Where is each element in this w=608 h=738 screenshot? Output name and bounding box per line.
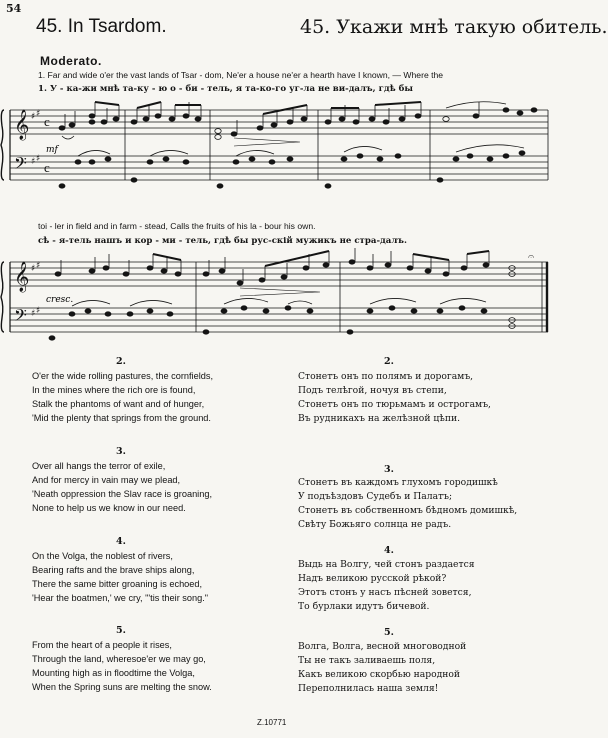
verse-line: None to help us we know in our need. bbox=[32, 503, 186, 513]
verse-line: Свѣту Божьяго солнца не радъ. bbox=[298, 519, 452, 530]
verse-line: There the same bitter groaning is echoed, bbox=[32, 579, 203, 589]
music-system-2 bbox=[0, 248, 554, 350]
verse-line: Over all hangs the terror of exile, bbox=[32, 461, 166, 471]
system1-lyric-english: 1. Far and wide o'er the vast lands of Tsar - dom, Ne'er a house ne'er a hearth have I known, — Where the bbox=[38, 70, 444, 80]
verse-number-ru-2: 2. bbox=[384, 356, 394, 367]
verse-line: 'Mid the plenty that springs from the ground. bbox=[32, 413, 211, 423]
song-title-russian: 45. Укажи мнѣ такую обитель. bbox=[300, 16, 608, 38]
verse-line: У подъѣздовъ Судебъ и Палатъ; bbox=[298, 491, 453, 502]
svg-text:♯: ♯ bbox=[31, 309, 36, 319]
verse-line: And for mercy in vain may we plead, bbox=[32, 475, 181, 485]
treble-clef-icon: 𝄞 bbox=[14, 110, 30, 140]
verse-line: 'Neath oppression the Slav race is groaning, bbox=[32, 489, 212, 499]
verse-line: Надъ великою русской рѣкой? bbox=[298, 573, 447, 584]
verse-line: Какъ великою скорбью народной bbox=[298, 669, 461, 680]
verse-number-en-2: 2. bbox=[116, 356, 126, 367]
verse-number-en-4: 4. bbox=[116, 536, 126, 547]
verse-number-ru-4: 4. bbox=[384, 545, 394, 556]
verse-number-en-3: 3. bbox=[116, 446, 126, 457]
verse-line: Волга, Волга, весной многоводной bbox=[298, 641, 467, 652]
verse-number-ru-3: 3. bbox=[384, 464, 394, 475]
svg-text:♯: ♯ bbox=[31, 157, 36, 167]
verse-line: Стонетъ въ каждомъ глухомъ городишкѣ bbox=[298, 477, 498, 488]
svg-text:♯: ♯ bbox=[36, 154, 41, 164]
system1-lyric-russian: 1. У - ка-жи мнѣ та-ку - ю о - би - тель, я та-ко-го уг-ла не ви-далъ, гдѣ бы bbox=[38, 84, 414, 94]
system2-lyric-english: toi - ler in field and in farm - stead, Calls the fruits of his la - bour his own. bbox=[38, 221, 316, 231]
verse-line: Стонетъ онъ по полямъ и дорогамъ, bbox=[298, 371, 474, 382]
verse-line: In the mines where the rich ore is found, bbox=[32, 385, 196, 395]
verse-line: Выдь на Волгу, чей стонъ раздается bbox=[298, 559, 475, 570]
svg-text:♯: ♯ bbox=[36, 261, 41, 271]
verse-line: O'er the wide rolling pastures, the cornfields, bbox=[32, 371, 214, 381]
verse-line: Этотъ стонъ у насъ пѣсней зовется, bbox=[298, 587, 472, 598]
verse-line: Through the land, wheresoe'er we may go, bbox=[32, 654, 206, 664]
system2-lyric-russian: сѣ - я-тель нашъ и кор - ми - тель, гдѣ бы рус-скій мужикъ не стра-далъ. bbox=[38, 236, 407, 246]
verse-line: Переполнилась наша земля! bbox=[298, 683, 439, 694]
dynamic-mf: mf bbox=[46, 145, 58, 155]
verse-line: Bearing rafts and the brave ships along, bbox=[32, 565, 195, 575]
dynamic-cresc: cresc. bbox=[46, 295, 74, 305]
verse-number-en-5: 5. bbox=[116, 625, 126, 636]
svg-text:♯: ♯ bbox=[36, 109, 41, 119]
svg-text:♯: ♯ bbox=[36, 306, 41, 316]
svg-text:c: c bbox=[44, 114, 50, 129]
verse-line: Подъ телѣгой, ночуя въ степи, bbox=[298, 385, 447, 396]
music-system-1 bbox=[0, 96, 554, 208]
verse-line: Въ рудникахъ на желѣзной цѣпи. bbox=[298, 413, 460, 424]
verse-line: Mounting high as in floodtime the Volga, bbox=[32, 668, 195, 678]
svg-text:♯: ♯ bbox=[31, 264, 36, 274]
plate-number: Z.10771 bbox=[257, 718, 287, 727]
verse-line: Ты не такъ заливаешь поля, bbox=[298, 655, 436, 666]
fermata-icon: 𝄐 bbox=[528, 250, 535, 263]
verse-line: То бурлаки идутъ бичевой. bbox=[298, 601, 430, 612]
verse-line: Стонетъ онъ по тюрьмамъ и острогамъ, bbox=[298, 399, 491, 410]
treble-clef-icon: 𝄞 bbox=[14, 262, 30, 292]
song-title-english: 45. In Tsardom. bbox=[36, 16, 167, 37]
verse-line: From the heart of a people it rises, bbox=[32, 640, 172, 650]
svg-text:c: c bbox=[44, 160, 50, 175]
bass-clef-icon: 𝄢 bbox=[14, 305, 27, 329]
verse-number-ru-5: 5. bbox=[384, 627, 394, 638]
verse-line: When the Spring suns are melting the snow. bbox=[32, 682, 212, 692]
verse-line: On the Volga, the noblest of rivers, bbox=[32, 551, 173, 561]
tempo-marking: Moderato. bbox=[40, 54, 102, 68]
verse-line: 'Hear the boatmen,' we cry, "'tis their song." bbox=[32, 593, 209, 603]
svg-text:♯: ♯ bbox=[31, 112, 36, 122]
verse-line: Stalk the phantoms of want and of hunger, bbox=[32, 399, 205, 409]
page-number: 54 bbox=[6, 2, 22, 15]
verse-line: Стонетъ въ собственномъ бѣдномъ домишкѣ, bbox=[298, 505, 518, 516]
bass-clef-icon: 𝄢 bbox=[14, 153, 27, 177]
